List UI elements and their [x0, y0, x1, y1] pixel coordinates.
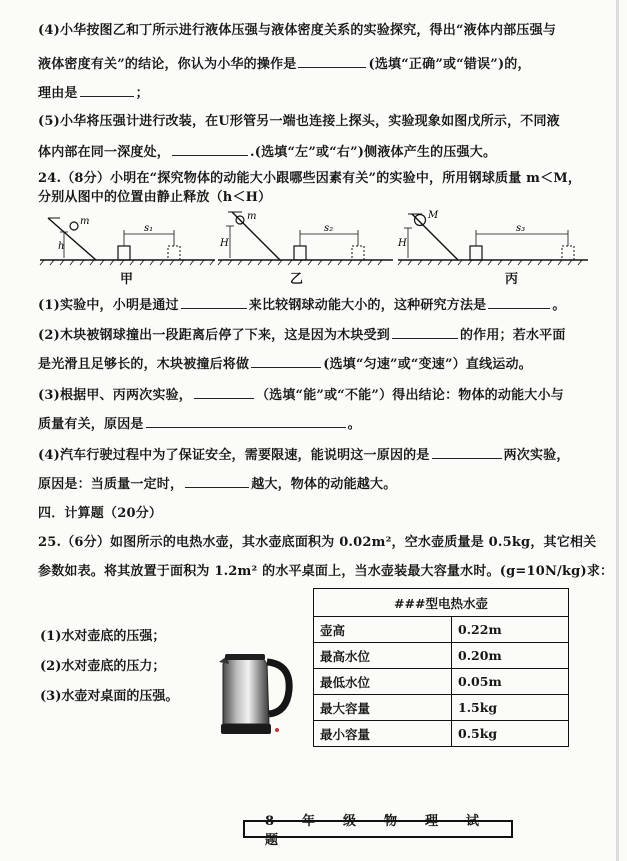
page-edge-shadow	[616, 0, 619, 861]
q25-line1: 25.（6分）如图所示的电热水壶，其水壶底面积为 0.02m²，空水壶质量是 0.5kg，其它相关	[38, 535, 597, 550]
q24-4-line1	[38, 446, 589, 465]
text: (1)实验中，小明是通过	[38, 298, 179, 313]
page-footer: 8年级物理试题	[243, 820, 513, 838]
q23-4-line3	[38, 84, 589, 103]
kettle-icon	[217, 650, 295, 738]
row-value: 1.5kg	[452, 695, 569, 721]
row-value: 0.5kg	[452, 721, 569, 747]
q24-2-line2	[38, 355, 589, 374]
table-row	[314, 643, 569, 669]
distance-label: s₂	[324, 223, 334, 234]
text: 来比较钢球动能大小的，这种研究方法是	[248, 298, 487, 313]
answer-blank[interactable]	[298, 55, 366, 68]
q24-line2: 分别从图中的位置由静止释放（h＜H）	[38, 190, 272, 205]
q24-3-line2	[38, 415, 589, 434]
q24-1	[38, 296, 589, 315]
kettle-image	[217, 650, 295, 738]
text: ；	[135, 86, 149, 101]
ball-label: M	[428, 210, 439, 221]
text: (2)木块被钢球撞出一段距离后停了下来，这是因为木块受到	[38, 328, 390, 343]
ball-label: m	[247, 211, 257, 222]
figure-yi	[218, 212, 393, 282]
q25-sub-1: (1)水对壶底的压强；	[40, 629, 166, 644]
answer-blank[interactable]	[146, 415, 346, 428]
ball-label: m	[80, 216, 90, 227]
table-row	[314, 669, 569, 695]
q25-sub-2: (2)水对壶底的压力；	[40, 659, 166, 674]
table-header-row	[314, 589, 569, 617]
answer-blank[interactable]	[392, 326, 458, 339]
q23-5-line1: (5)小华将压强计进行改装，在U形管另一端也连接上探头，实验现象如图戊所示，不同液	[38, 114, 560, 129]
height-label: h	[58, 241, 65, 252]
answer-blank[interactable]	[185, 475, 249, 488]
text: (3)根据甲、丙两次实验，	[38, 388, 192, 403]
answer-blank[interactable]	[488, 296, 550, 309]
q24-4-line2	[38, 475, 589, 494]
row-key: 最小容量	[314, 721, 452, 747]
table-title: ###型电热水壶	[314, 589, 569, 617]
q24-line1: 24.（8分）小明在“探究物体的动能大小跟哪些因素有关”的实验中，所用钢球质量 m＜M，	[38, 171, 582, 186]
section-heading: 四．计算题（20分）	[38, 506, 163, 521]
row-key: 最低水位	[314, 669, 452, 695]
distance-label: s₁	[144, 223, 154, 234]
text: .(选填“左”或“右”)侧液体产生的压强大。	[250, 145, 497, 160]
text: 。	[347, 417, 361, 432]
q24-3-line1	[38, 386, 589, 405]
q23-4-line1: (4)小华按图乙和丁所示进行液体压强与液体密度关系的实验探究，得出“液体内部压强与	[38, 23, 557, 38]
row-value: 0.05m	[452, 669, 569, 695]
ramp-diagram	[398, 212, 588, 282]
row-value: 0.20m	[452, 643, 569, 669]
text: 的作用；若水平面	[459, 328, 566, 343]
text: 原因是：当质量一定时，	[38, 477, 184, 492]
table-row	[314, 721, 569, 747]
figure-bing	[398, 212, 588, 282]
text: (选填“正确”或“错误”)的，	[368, 57, 531, 72]
text: 是光滑且足够长的，木块被撞后将做	[38, 357, 250, 372]
q24-2-line1	[38, 326, 589, 345]
figure-caption-yi: 乙	[290, 272, 304, 287]
kettle-spec-table	[313, 588, 569, 747]
q25-line2: 参数如表。将其放置于面积为 1.2m² 的水平桌面上，当水壶装最大容量水时。(g=10N/kg)求：	[38, 564, 614, 579]
row-key: 最高水位	[314, 643, 452, 669]
table-row	[314, 695, 569, 721]
answer-blank[interactable]	[194, 386, 254, 399]
q23-4-line2	[38, 55, 589, 74]
text: 体内部在同一深度处，	[38, 145, 171, 160]
table-row	[314, 617, 569, 643]
text: 。	[552, 298, 566, 313]
ramp-diagram	[218, 212, 393, 282]
height-label: H	[220, 238, 229, 249]
answer-blank[interactable]	[251, 355, 321, 368]
text: 质量有关，原因是	[38, 417, 144, 432]
answer-blank[interactable]	[80, 84, 134, 97]
row-value: 0.22m	[452, 617, 569, 643]
figure-caption-bing: 丙	[505, 272, 519, 287]
q25-sub-3: (3)水壶对桌面的压强。	[40, 689, 179, 704]
figure-caption-jia: 甲	[120, 272, 134, 287]
height-label: H	[398, 238, 407, 249]
text: (选填“匀速”或“变速”）直线运动。	[323, 357, 532, 372]
distance-label: s₃	[516, 223, 526, 234]
text: 理由是	[38, 86, 78, 101]
answer-blank[interactable]	[432, 446, 502, 459]
text: 两次实验，	[503, 448, 570, 463]
text: (4)汽车行驶过程中为了保证安全，需要限速，能说明这一原因的是	[38, 448, 430, 463]
text: 越大，物体的动能越大。	[251, 477, 397, 492]
text: 液体密度有关”的结论，你认为小华的操作是	[38, 57, 297, 72]
q23-5-line2	[38, 143, 589, 162]
text: （选填“能”或“不能”）得出结论：物体的动能大小与	[255, 388, 564, 403]
row-key: 最大容量	[314, 695, 452, 721]
answer-blank[interactable]	[181, 296, 247, 309]
row-key: 壶高	[314, 617, 452, 643]
answer-blank[interactable]	[172, 143, 248, 156]
